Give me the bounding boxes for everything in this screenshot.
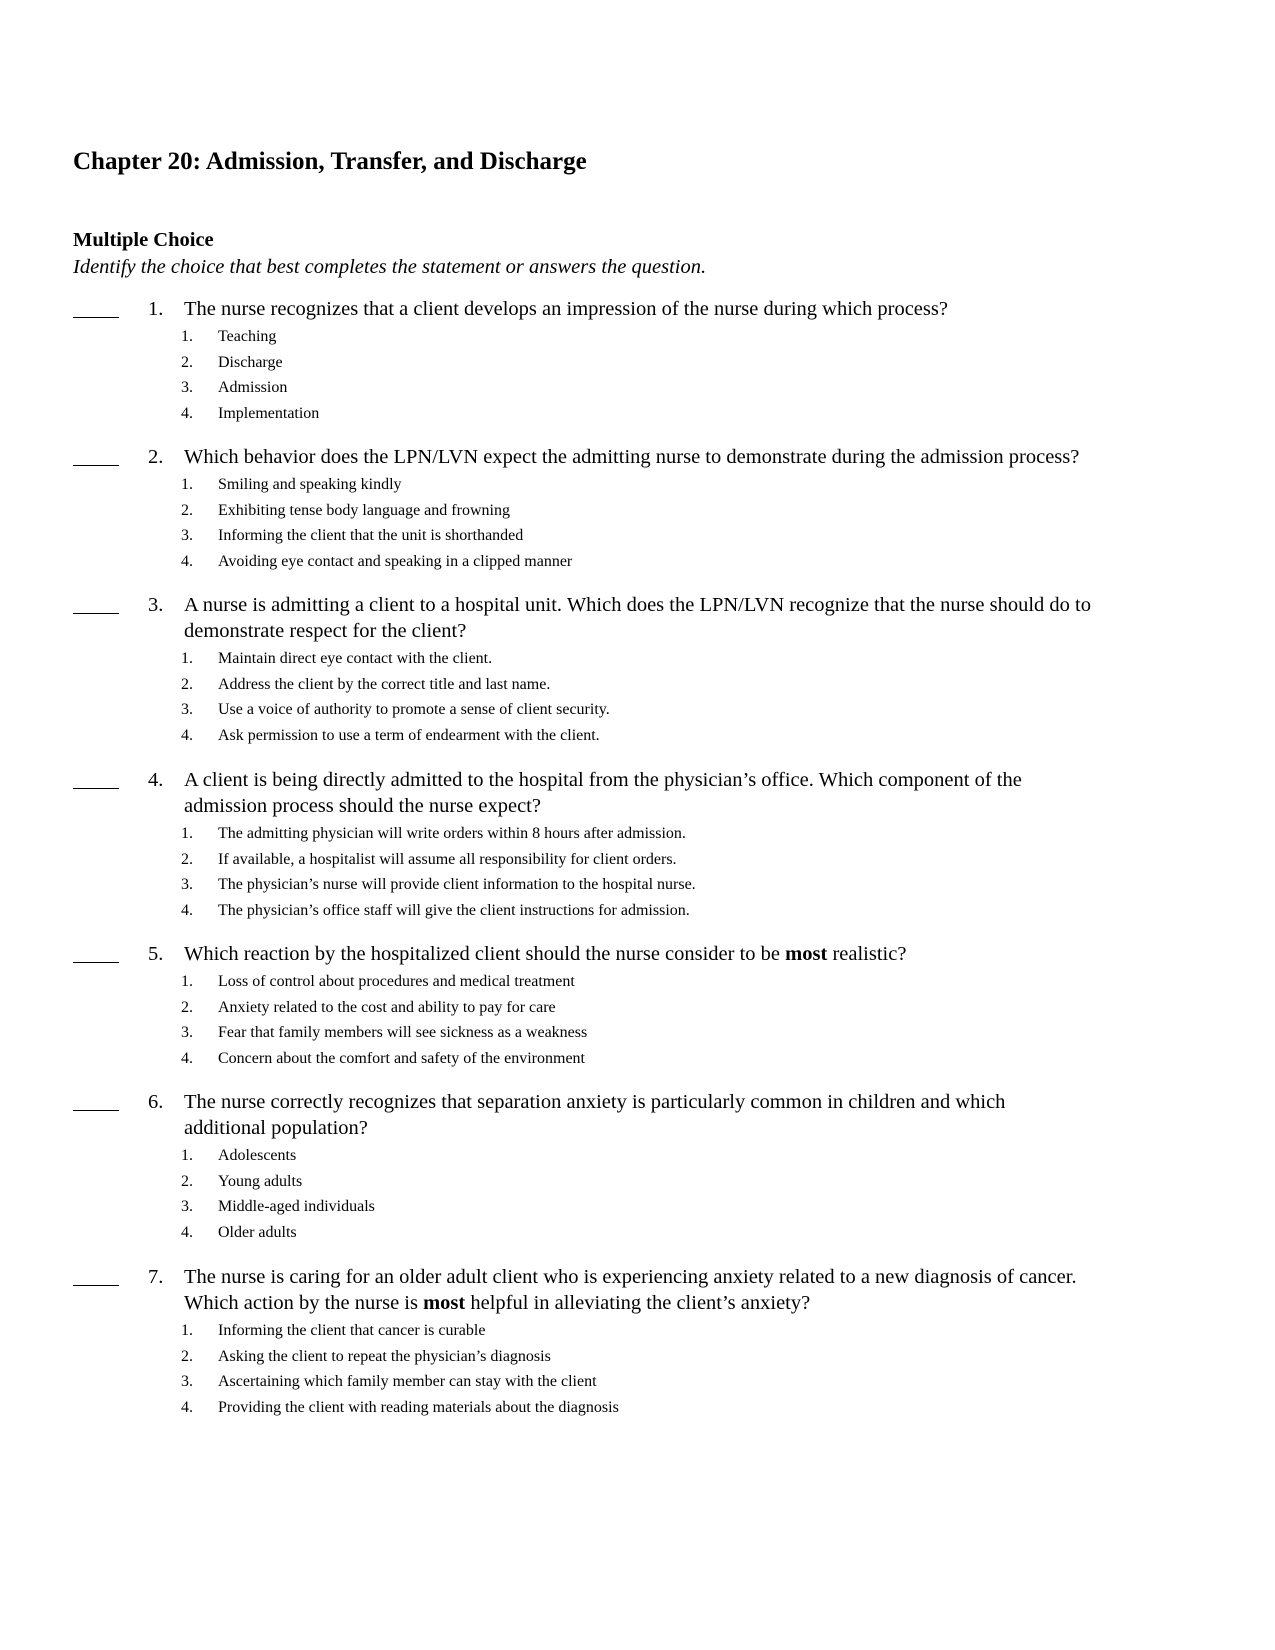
choice-list: [0, 1143, 1275, 1246]
choice-item: [0, 375, 1275, 401]
choice-item: [0, 498, 1275, 524]
choice-number: 3.: [181, 876, 193, 894]
choice-item: [0, 898, 1275, 924]
choice-item: [0, 697, 1275, 723]
choice-item: [0, 723, 1275, 749]
choice-number: 4.: [181, 727, 193, 745]
choice-text: Older adults: [218, 1224, 297, 1242]
question-text: The nurse correctly recognizes that separation anxiety is particularly common in children and which additional population?: [184, 1091, 1006, 1139]
question-text: The nurse recognizes that a client develops an impression of the nurse during which process?: [184, 298, 948, 320]
choice-text: Use a voice of authority to promote a sense of client security.: [218, 701, 610, 719]
choice-text: Teaching: [218, 328, 277, 345]
choice-number: 1.: [181, 1322, 193, 1339]
choice-number: 1.: [181, 1147, 193, 1164]
answer-blank[interactable]: [73, 592, 119, 614]
question-text: A client is being directly admitted to the hospital from the physician’s office. Which component of the admission process should the nurse expect?: [184, 769, 1022, 817]
choice-number: 2.: [181, 998, 193, 1016]
choice-text: Ask permission to use a term of endearment with the client.: [218, 727, 600, 745]
choice-item: [0, 1395, 1275, 1421]
choice-item: [0, 821, 1275, 847]
choice-item: [0, 1169, 1275, 1195]
choice-item: [0, 969, 1275, 995]
choice-number: 3.: [181, 1024, 193, 1042]
choice-text: Smiling and speaking kindly: [218, 476, 402, 493]
choice-number: 3.: [181, 527, 193, 545]
answer-blank[interactable]: [73, 1089, 119, 1111]
choice-number: 1.: [181, 973, 193, 990]
question-text: A nurse is admitting a client to a hospital unit. Which does the LPN/LVN recognize that the nurse should do to demonstrate respect for the client?: [184, 594, 1091, 642]
question-text-part: helpful in alleviating the client’s anxiety?: [465, 1292, 811, 1314]
choice-text: Informing the client that cancer is curable: [218, 1322, 486, 1339]
choice-text: Ascertaining which family member can stay with the client: [218, 1373, 597, 1391]
question-text: Which behavior does the LPN/LVN expect the admitting nurse to demonstrate during the admission process?: [184, 446, 1080, 468]
choice-text: Implementation: [218, 405, 320, 423]
choice-item: [0, 472, 1275, 498]
question-text-part: Which action by the nurse is: [184, 1292, 424, 1314]
choice-number: 3.: [181, 1198, 193, 1216]
answer-blank[interactable]: [73, 444, 119, 466]
choice-number: 3.: [181, 379, 193, 397]
choice-text: The admitting physician will write orders within 8 hours after admission.: [218, 825, 686, 842]
choice-text: Exhibiting tense body language and frowning: [218, 501, 510, 519]
choice-item: [0, 872, 1275, 898]
choice-list: [0, 821, 1275, 924]
choice-text: Admission: [218, 379, 288, 397]
choice-text: Concern about the comfort and safety of the environment: [218, 1050, 585, 1068]
choice-number: 1.: [181, 650, 193, 667]
choice-item: [0, 847, 1275, 873]
choice-item: [0, 1369, 1275, 1395]
choice-number: 4.: [181, 553, 193, 571]
answer-blank[interactable]: [73, 767, 119, 789]
chapter-title: Chapter 20: Admission, Transfer, and Discharge: [73, 148, 587, 175]
choice-item: [0, 1046, 1275, 1072]
question-number: 6.: [148, 1091, 164, 1113]
choice-text: Discharge: [218, 353, 283, 371]
choice-item: [0, 324, 1275, 350]
answer-blank[interactable]: [73, 296, 119, 318]
choice-text: Loss of control about procedures and medical treatment: [218, 973, 575, 990]
choice-number: 2.: [181, 353, 193, 371]
choice-text: Fear that family members will see sickness as a weakness: [218, 1024, 588, 1042]
choice-item: [0, 1020, 1275, 1046]
choice-number: 4.: [181, 405, 193, 423]
choice-text: Asking the client to repeat the physician’s diagnosis: [218, 1347, 551, 1365]
choice-number: 4.: [181, 902, 193, 920]
answer-blank[interactable]: [73, 1264, 119, 1286]
choice-item: [0, 1318, 1275, 1344]
choice-text: Address the client by the correct title and last name.: [218, 675, 551, 693]
choice-list: [0, 1318, 1275, 1421]
choice-text: Young adults: [218, 1172, 303, 1190]
choice-number: 2.: [181, 675, 193, 693]
choice-list: [0, 324, 1275, 427]
choice-text: Providing the client with reading materials about the diagnosis: [218, 1399, 619, 1417]
question-text-line: The nurse is caring for an older adult client who is experiencing anxiety related to a new diagnosis of cancer.: [184, 1266, 1077, 1288]
choice-text: Middle-aged individuals: [218, 1198, 375, 1216]
choice-number: 1.: [181, 328, 193, 345]
choice-item: [0, 646, 1275, 672]
section-heading: Multiple Choice: [73, 229, 214, 251]
choice-list: [0, 472, 1275, 575]
question-text: [184, 1264, 1184, 1316]
choice-text: Anxiety related to the cost and ability to pay for care: [218, 998, 556, 1016]
question-number: 3.: [148, 594, 164, 616]
question-number: 5.: [148, 943, 164, 965]
choice-item: [0, 350, 1275, 376]
question-text-line: [184, 1290, 1184, 1316]
choice-text: Adolescents: [218, 1147, 297, 1164]
question-number: 2.: [148, 446, 164, 468]
choice-number: 2.: [181, 1347, 193, 1365]
choice-number: 3.: [181, 701, 193, 719]
choice-item: [0, 523, 1275, 549]
question-text-part: realistic?: [827, 943, 907, 965]
choice-item: [0, 401, 1275, 427]
instructions-text: Identify the choice that best completes the statement or answers the question.: [73, 256, 707, 278]
choice-number: 4.: [181, 1399, 193, 1417]
choice-text: If available, a hospitalist will assume all responsibility for client orders.: [218, 850, 677, 868]
question-number: 1.: [148, 298, 164, 320]
choice-number: 2.: [181, 501, 193, 519]
choice-item: [0, 995, 1275, 1021]
question-number: 4.: [148, 769, 164, 791]
choice-text: The physician’s office staff will give the client instructions for admission.: [218, 902, 690, 920]
choice-number: 2.: [181, 1172, 193, 1190]
choice-item: [0, 1143, 1275, 1169]
choice-number: 4.: [181, 1224, 193, 1242]
emphasis-word: most: [423, 1292, 466, 1314]
choice-number: 3.: [181, 1373, 193, 1391]
choice-item: [0, 672, 1275, 698]
choice-list: [0, 646, 1275, 749]
question-text-part: Which reaction by the hospitalized client should the nurse consider to be: [184, 943, 786, 965]
choice-item: [0, 1220, 1275, 1246]
choice-number: 1.: [181, 825, 193, 842]
choice-text: The physician’s nurse will provide client information to the hospital nurse.: [218, 876, 696, 894]
choice-text: Avoiding eye contact and speaking in a clipped manner: [218, 553, 573, 571]
choice-text: Maintain direct eye contact with the client.: [218, 650, 493, 667]
question-number: 7.: [148, 1266, 164, 1288]
choice-item: [0, 1344, 1275, 1370]
choice-text: Informing the client that the unit is shorthanded: [218, 527, 524, 545]
question-text: [184, 941, 1184, 967]
choice-number: 4.: [181, 1050, 193, 1068]
choice-item: [0, 1194, 1275, 1220]
emphasis-word: most: [785, 943, 828, 965]
choice-number: 2.: [181, 850, 193, 868]
choice-item: [0, 549, 1275, 575]
choice-number: 1.: [181, 476, 193, 493]
choice-list: [0, 969, 1275, 1072]
answer-blank[interactable]: [73, 941, 119, 963]
